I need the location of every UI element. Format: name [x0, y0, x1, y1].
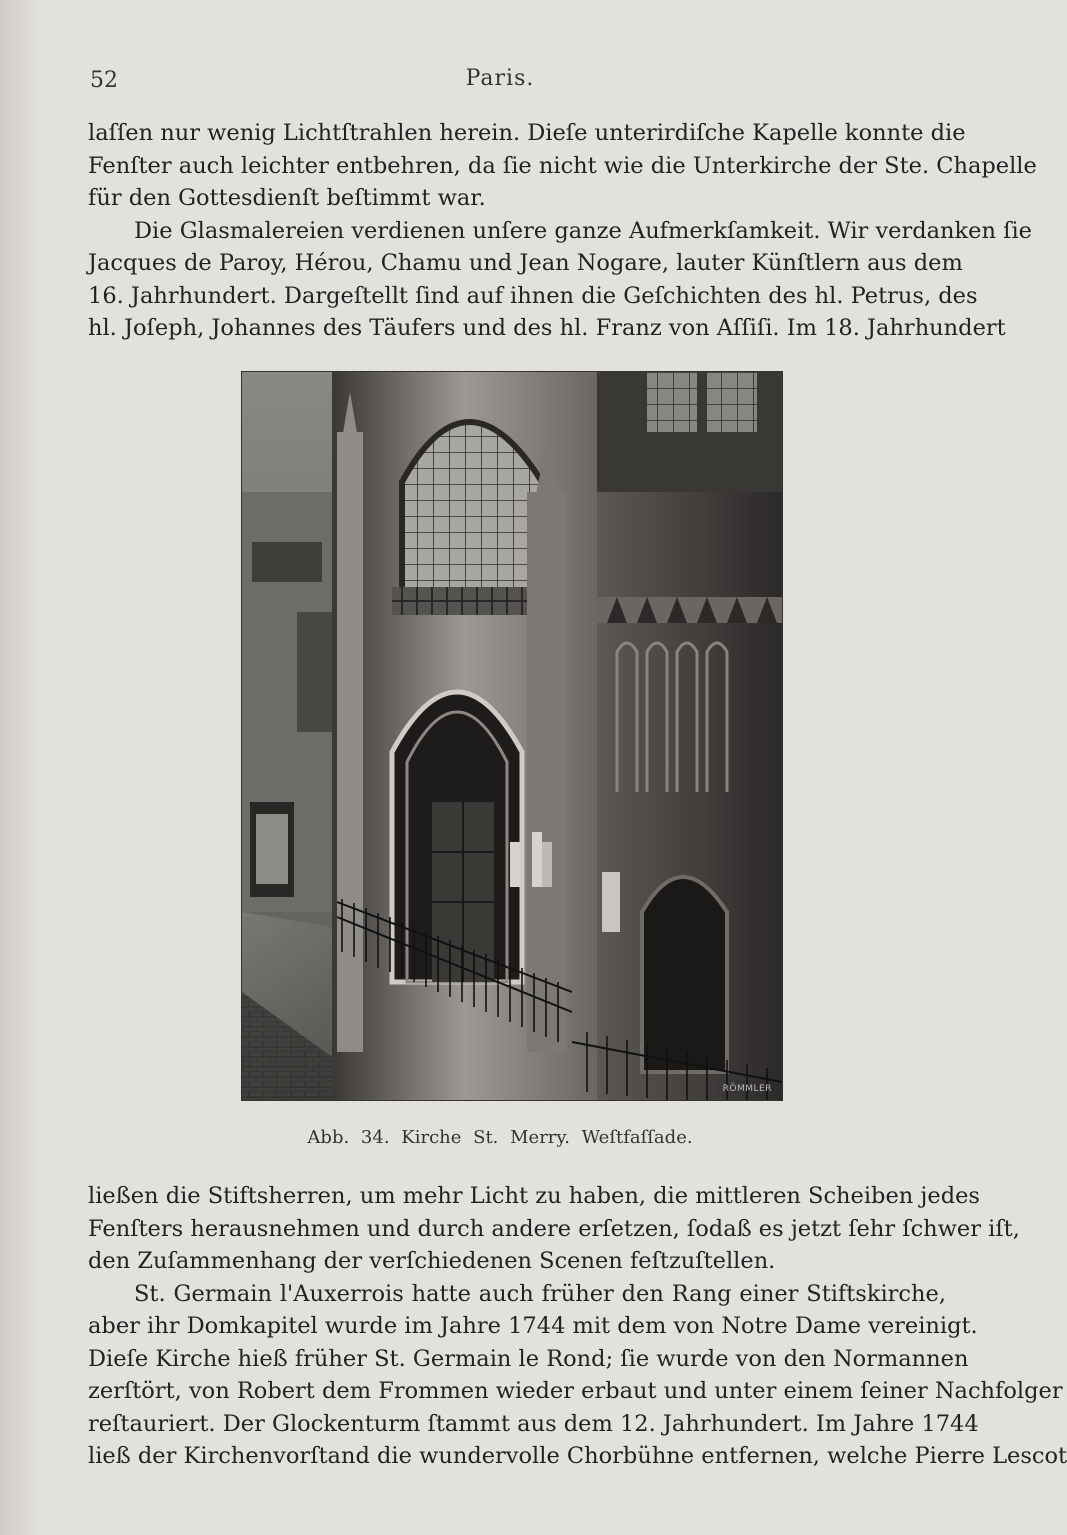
figure-photo-church-facade	[241, 371, 783, 1101]
text-line: den Zuſammenhang der verſchiedenen Scenen feſtzuſtellen.	[88, 1248, 776, 1274]
gutter-shadow	[0, 0, 40, 1535]
text-line: 16. Jahrhundert. Dargeſtellt ſind auf ihnen die Geſchichten des hl. Petrus, des	[88, 282, 978, 309]
paragraph	[88, 1278, 1067, 1473]
text-line: laſſen nur wenig Lichtſtrahlen herein. Dieſe unterirdiſche Kapelle konnte die	[88, 120, 966, 146]
text-line: für den Gottesdienſt beſtimmt war.	[88, 185, 486, 211]
text-line: ließ der Kirchenvorſtand die wundervolle Chorbühne entfernen, welche Pierre Lescot	[88, 1443, 1067, 1469]
text-line: hl. Joſeph, Johannes des Täufers und des hl. Franz von Aſſiſi. Im 18. Jahrhundert	[88, 315, 1006, 341]
text-line: zerſtört, von Robert dem Frommen wieder erbaut und unter einem ſeiner Nachfolger	[88, 1378, 1063, 1404]
page-number: 52	[90, 68, 118, 93]
running-head: Paris.	[465, 66, 535, 91]
text-line: aber ihr Domkapitel wurde im Jahre 1744 mit dem von Notre Dame vereinigt.	[88, 1313, 978, 1339]
text-block-top	[88, 117, 1037, 345]
text-line: ließen die Stiftsherren, um mehr Licht zu haben, die mittleren Scheiben jedes	[88, 1183, 980, 1209]
paragraph	[88, 215, 1032, 345]
text-line: Dieſe Kirche hieß früher St. Germain le Rond; ſie wurde von den Normannen	[88, 1345, 969, 1372]
text-line: St. Germain l'Auxerrois hatte auch früher den Rang einer Stiftskirche,	[134, 1280, 946, 1307]
text-line: Die Glasmalereien verdienen unſere ganze Aufmerkſamkeit. Wir verdanken ſie	[134, 217, 1032, 244]
text-line: Fenſters herausnehmen und durch andere erſetzen, ſodaß es jetzt ſehr ſchwer iſt,	[88, 1215, 1020, 1242]
figure-caption: Abb. 34. Kirche St. Merry. Weſtfaſſade.	[307, 1127, 693, 1148]
text-line: reſtauriert. Der Glockenturm ſtammt aus dem 12. Jahrhundert. Im Jahre 1744	[88, 1410, 979, 1437]
text-line: Fenſter auch leichter entbehren, da ſie nicht wie die Unterkirche der Ste. Chapelle	[88, 152, 1037, 179]
paragraph	[88, 117, 1037, 215]
photographer-mark: RÖMMLER	[722, 1084, 772, 1094]
church-facade-illustration	[242, 372, 782, 1100]
text-line: Jacques de Paroy, Hérou, Chamu und Jean Nogare, lauter Künſtlern aus dem	[88, 250, 963, 276]
text-block-bottom	[88, 1180, 1067, 1473]
paragraph	[88, 1180, 1020, 1278]
